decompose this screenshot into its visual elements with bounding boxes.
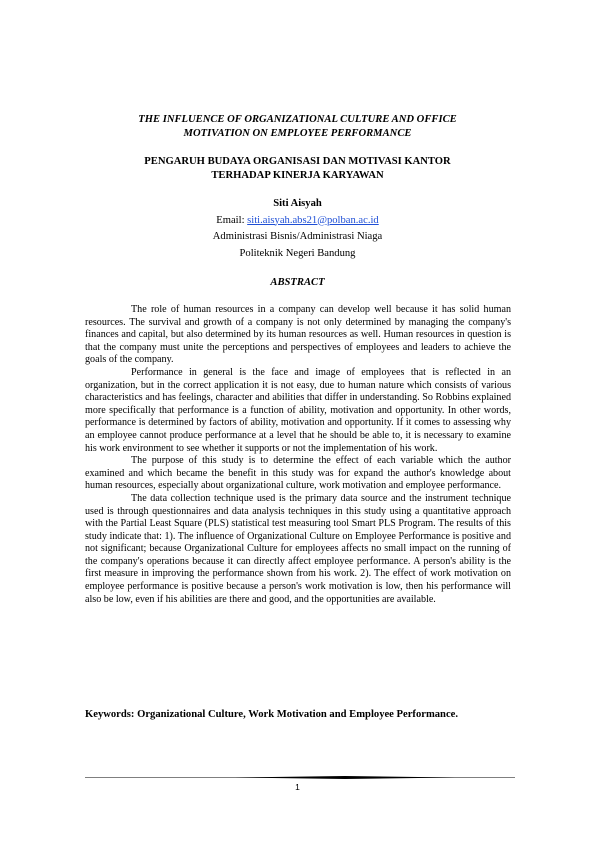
author-block <box>60 196 535 262</box>
abstract-paragraph-2: Performance in general is the face and image of employees that is reflected in an organization, but in the correct application it is not easy, due to human nature which consists of various characteristics and has feelings, character and abilities that differ in understanding. So Robbins explained more specifically that performance is a function of ability, motivation and opportunity. In other words, performance is determined by factors of ability, motivation and opportunity. If it comes to assessing why an employee cannot produce performance at a level that he should be able to, it is necessary to examine his work environment to see whether it supports or not the implementation of his work. <box>85 366 511 454</box>
author-department: Administrasi Bisnis/Administrasi Niaga <box>212 231 383 242</box>
author-institution: Politeknik Negeri Bandung <box>239 247 356 259</box>
abstract-paragraph-4: The data collection technique used is the primary data source and the instrument technique used is through questionnaires and data analysis techniques in this study using a quantitative approach with the Partial Least Square (PLS) statistical test measuring tool Smart PLS Program. The results of this study indicate that: 1). The influence of Organizational Culture on Employee Performance is positive and not significant; because Organizational Culture for employees affects no small impact on the running of the company's operations because it can directly affect employee performance. A person's ability is the first measure in improving the performance shown from his work. 2). The effect of work motivation on employee performance is positive because a person's work motivation is low, then his performance will also be low, even if his abilities are there and good, and the opportunities are available. <box>85 492 511 605</box>
english-title <box>60 113 535 141</box>
keywords-line: Keywords: Organizational Culture, Work Motivation and Employee Performance. <box>85 709 459 720</box>
abstract-heading: ABSTRACT <box>270 277 325 288</box>
abstract-body <box>85 304 511 606</box>
footer-divider <box>85 775 515 780</box>
email-label: Email: <box>216 214 248 226</box>
indonesian-title-line-1: PENGARUH BUDAYA ORGANISASI DAN MOTIVASI KANTOR <box>144 156 451 167</box>
author-email-line <box>60 213 535 230</box>
abstract-paragraph-3: The purpose of this study is to determine the effect of each variable which the author examined and which became the benefit in this study was for expand the author's knowledge about human resources, especially about organizational culture, work motivation and employee performance. <box>85 455 511 492</box>
indonesian-title-line-2: TERHADAP KINERJA KARYAWAN <box>211 170 384 181</box>
abstract-paragraph-1: The role of human resources in a company can develop well because it has solid human resources. The survival and growth of a company is not only determined by managing the company's finances and capital, but also determined by its human resources as well. Human resources in question is that the company must unite the perceptions and perspectives of employees and leaders to achieve the goals of the company. <box>85 304 511 366</box>
english-title-line-1: THE INFLUENCE OF ORGANIZATIONAL CULTURE AND OFFICE <box>138 114 457 125</box>
english-title-line-2: MOTIVATION ON EMPLOYEE PERFORMANCE <box>183 128 412 139</box>
page-number: 1 <box>295 782 300 792</box>
indonesian-title <box>60 155 535 183</box>
author-name: Siti Aisyah <box>273 198 322 209</box>
email-link[interactable]: siti.aisyah.abs21@polban.ac.id <box>247 214 379 226</box>
